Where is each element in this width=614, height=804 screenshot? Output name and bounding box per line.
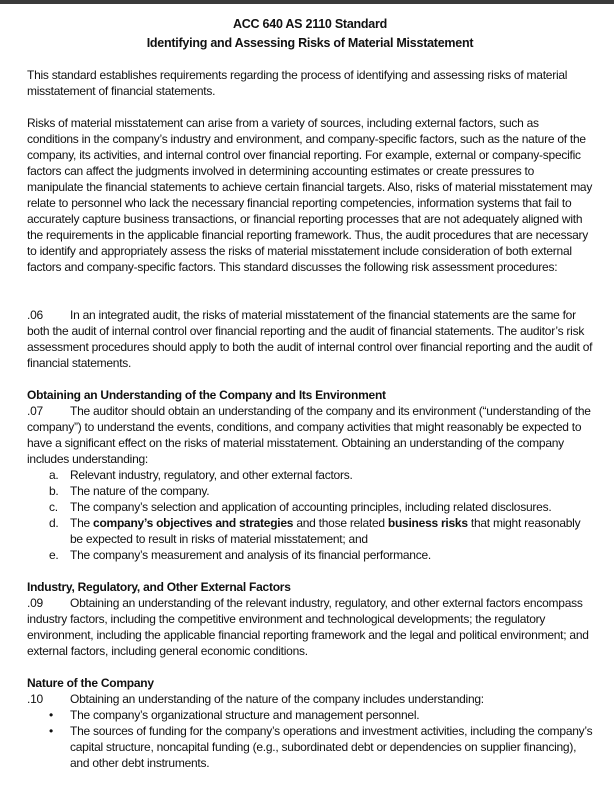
list-item-text: The company’s organizational structure and management personnel. — [70, 708, 420, 722]
list-item — [27, 499, 593, 515]
list-item — [27, 707, 593, 723]
document-page — [27, 15, 593, 771]
section-heading-understanding: Obtaining an Understanding of the Company and Its Environment — [27, 388, 386, 402]
bold-term: company’s objectives and strategies — [93, 516, 294, 530]
list-item-text: The sources of funding for the company’s operations and investment activities, including the company’s capital structure, noncapital funding (e.g., subordinated debt or dependencies on supplier financing), and other debt instruments. — [70, 724, 593, 770]
section-heading-nature: Nature of the Company — [27, 676, 154, 690]
paragraph-number: .07 — [27, 404, 43, 418]
bold-term: business risks — [387, 516, 468, 530]
paragraph-07 — [27, 403, 593, 467]
list-item-text: The nature of the company. — [70, 484, 210, 498]
list-marker: b. — [49, 484, 59, 498]
list-marker: a. — [49, 468, 59, 482]
list-marker: e. — [49, 548, 59, 562]
paragraph-text: Obtaining an understanding of the relevant industry, regulatory, and other external factors encompass industry factors, including the competitive environment and technological developments; the regulatory environment, including the applicable financial reporting framework and the legal and political environment; and external factors, including general economic conditions. — [27, 596, 589, 658]
nature-bullet-list — [27, 707, 593, 771]
paragraph-number: .09 — [27, 596, 43, 610]
risk-sources-paragraph: Risks of material misstatement can arise from a variety of sources, including external factors, such as conditions in the company’s industry and environment, and company-specific factors, such as the nature of the company, its activities, and internal control over financial reporting. For example, external or company-specific factors can affect the judgments involved in determining accounting estimates or create pressures to manipulate the financial statements to achieve certain financial targets. Also, risks of material misstatement may relate to personnel who lack the necessary financial reporting competencies, information systems that fail to accurately capture business transactions, or financial reporting processes that are not adequately aligned with the requirements in the applicable financial reporting framework. Thus, the audit procedures that are necessary to identify and appropriately assess the risks of material misstatement include consideration of both external factors and company-specific factors. This standard discusses the following risk assessment procedures: — [27, 116, 593, 274]
list-item-text: The — [70, 516, 94, 530]
list-item-text: The company’s selection and application of accounting principles, including related disclosures. — [70, 500, 552, 514]
paragraph-text: The auditor should obtain an understanding of the company and its environment (“understanding of the company”) to understand the events, conditions, and company activities that might reasonably be expected to have a significant effect on the risks of material misstatement. Obtaining an understanding of the company includes understanding: — [27, 404, 591, 466]
list-item-text: that might reasonably be expected to result in risks of material misstatement; and — [70, 516, 581, 546]
list-marker: c. — [49, 500, 58, 514]
bullet-icon: • — [49, 724, 53, 738]
paragraph-10 — [27, 691, 593, 707]
window-top-bar — [0, 0, 614, 4]
understanding-list — [27, 467, 593, 563]
paragraph-06 — [27, 307, 593, 371]
document-title: ACC 640 AS 2110 Standard — [232, 17, 388, 31]
document-subtitle: Identifying and Assessing Risks of Material Misstatement — [146, 36, 474, 50]
section-heading-external-factors: Industry, Regulatory, and Other External Factors — [27, 580, 291, 594]
paragraph-number: .10 — [27, 692, 43, 706]
list-item-text: The company’s measurement and analysis of its financial performance. — [70, 548, 431, 562]
bullet-icon: • — [49, 708, 53, 722]
paragraph-number: .06 — [27, 308, 43, 322]
list-item — [27, 723, 593, 771]
paragraph-text: Obtaining an understanding of the nature of the company includes understanding: — [70, 692, 484, 706]
list-item — [27, 547, 593, 563]
list-item-text: and those related — [293, 516, 388, 530]
paragraph-text: In an integrated audit, the risks of material misstatement of the financial statements are the same for both the audit of internal control over financial reporting and the audit of financial statements. The auditor’s risk assessment procedures should apply to both the audit of internal control over financial reporting and the audit of financial statements. — [27, 308, 593, 370]
paragraph-09 — [27, 595, 593, 659]
list-item-text: Relevant industry, regulatory, and other external factors. — [70, 468, 353, 482]
list-marker: d. — [49, 516, 59, 530]
list-item — [27, 483, 593, 499]
list-item — [27, 515, 593, 547]
list-item — [27, 467, 593, 483]
intro-paragraph: This standard establishes requirements regarding the process of identifying and assessing risks of material misstatement of financial statements. — [27, 68, 568, 98]
